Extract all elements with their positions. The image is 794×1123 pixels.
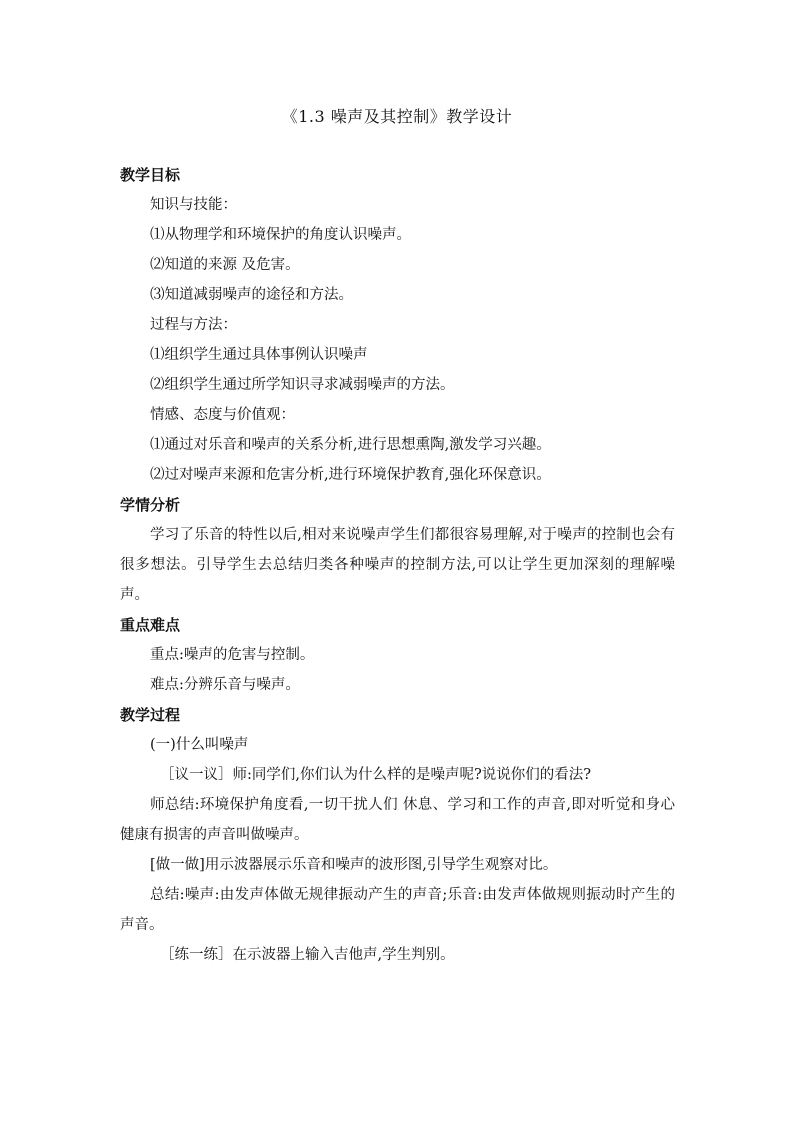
section-heading-goals: 教学目标 [120,166,181,184]
analysis-paragraph: 学习了乐音的特性以后,相对来说噪声学生们都很容易理解,对于噪声的控制也会有很多想法。引导学生去总结归类各种噪声的控制方法,可以让学生更加深刻的理解噪声。 [120,527,675,603]
difficulty-point: 难点:分辨乐音与噪声。 [150,677,300,693]
emotion-item: ⑵过对噪声来源和危害分析,进行环境保护教育,强化环保意识。 [150,467,551,483]
section-heading-key-points: 重点难点 [120,616,181,634]
process-item: ⑴组织学生通过具体事例认识噪声 [150,347,368,363]
summary-paragraph: 总结:噪声:由发声体做无规律振动产生的声音;乐音:由发声体做规则振动时产生的声音。 [120,887,675,933]
knowledge-label: 知识与技能： [150,197,237,213]
do-line: [做一做]用示波器展示乐音和噪声的波形图,引导学生观察对比。 [150,857,558,873]
process-label: 过程与方法： [150,317,237,333]
practice-line: ［练一练］在示波器上输入吉他声,学生判别。 [160,947,455,963]
teacher-summary-paragraph: 师总结:环境保护角度看,一切干扰人们 休息、学习和工作的声音,即对听觉和身心健康有损害的声音叫做噪声。 [120,797,675,843]
emotion-label: 情感、态度与价值观： [150,407,295,423]
process-subheading: (一)什么叫噪声 [150,737,249,753]
knowledge-item: ⑴从物理学和环境保护的角度认识噪声。 [150,227,411,243]
section-heading-process: 教学过程 [120,706,181,724]
process-item: ⑵组织学生通过所学知识寻求减弱噪声的方法。 [150,377,455,393]
document-body [120,160,675,970]
emotion-item: ⑴通过对乐音和噪声的关系分析,进行思想熏陶,激发学习兴趣。 [150,437,551,453]
knowledge-item: ⑶知道减弱噪声的途径和方法。 [150,287,353,303]
key-point: 重点:噪声的危害与控制。 [150,647,315,663]
discuss-line: ［议一议］师:同学们,你们认为什么样的是噪声呢?说说你们的看法? [160,767,592,783]
section-heading-analysis: 学情分析 [120,496,181,514]
knowledge-item: ⑵知道的来源 及危害。 [150,257,300,273]
document-title: 《1.3 噪声及其控制》教学设计 [281,107,513,126]
